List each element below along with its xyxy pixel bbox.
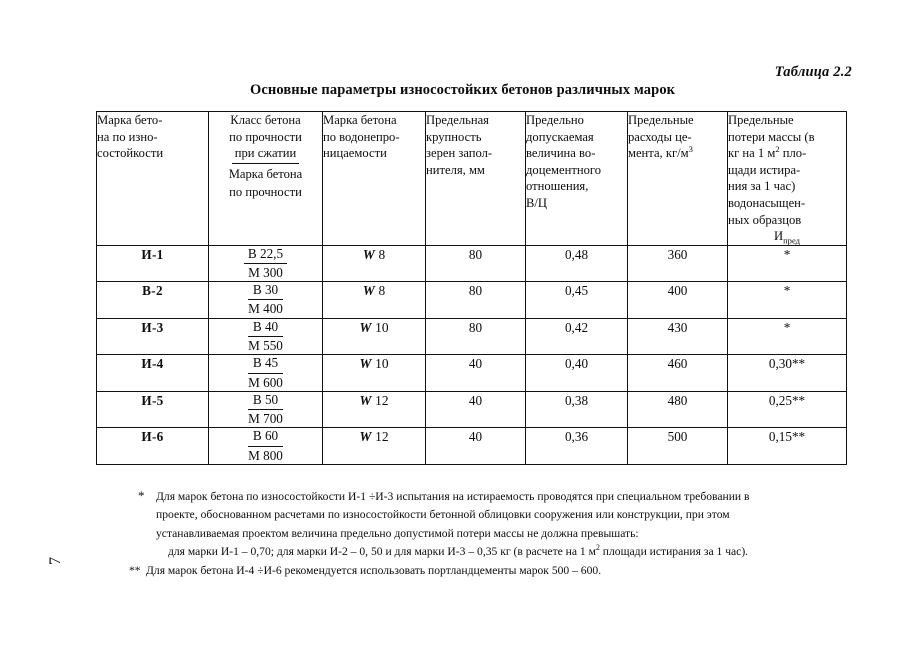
header-water-cement-ratio-line-2: допускаемая — [526, 129, 594, 144]
cell-water-resistance — [323, 391, 426, 428]
footnote-second-body — [146, 562, 898, 580]
header-wear-grade-line-3: состойкости — [97, 146, 164, 161]
header-cement-consumption-line-2: расходы це- — [628, 129, 692, 144]
cell-water-resistance — [323, 355, 426, 392]
table-row — [97, 318, 847, 355]
header-mass-loss-symbol: И — [774, 229, 784, 244]
header-strength-class-line-5: по прочности — [229, 185, 302, 200]
table-number-label: Таблица 2.2 — [774, 64, 852, 80]
footnote-first — [138, 488, 898, 561]
cell-water-resistance — [323, 428, 426, 465]
header-mass-loss-line-3 — [728, 145, 846, 162]
header-cement-consumption-text: мента, кг/м — [628, 146, 689, 161]
header-strength-class-line-1: Класс бетона — [230, 113, 301, 127]
strength-brand-value: М 600 — [248, 374, 283, 390]
cell-strength-class — [209, 428, 323, 465]
cell-water-cement-ratio: 0,48 — [526, 245, 628, 282]
header-mass-loss-superscript: 2 — [775, 144, 780, 155]
cell-water-resistance — [323, 318, 426, 355]
strength-fraction — [248, 319, 283, 354]
strength-class-value: В 60 — [248, 428, 283, 446]
cell-mass-loss: * — [728, 245, 847, 282]
footnote-first-marker: * — [138, 488, 145, 503]
cell-cement-consumption: 460 — [628, 355, 728, 392]
cell-mass-loss: * — [728, 282, 847, 319]
w-symbol: W — [359, 319, 372, 335]
w-symbol: W — [362, 246, 376, 262]
cell-wear-grade: И-6 — [97, 428, 209, 465]
cell-wear-grade: И-4 — [97, 355, 209, 392]
strength-class-value: В 30 — [248, 282, 283, 300]
cell-water-cement-ratio: 0,36 — [526, 428, 628, 465]
cell-aggregate-size: 80 — [426, 245, 526, 282]
footnote-second-marker: ** — [129, 564, 141, 578]
header-strength-class-underlined: при сжатии — [232, 145, 299, 164]
cell-wear-grade: В-2 — [97, 282, 209, 319]
header-water-resistance-line-3: ницаемости — [323, 146, 387, 161]
strength-fraction — [248, 392, 283, 427]
header-mass-loss-line-4: щади истира- — [728, 162, 801, 177]
cell-mass-loss: 0,15** — [728, 428, 847, 465]
footnote-first-line-2: проекте, обоснованном расчетами по износостойкости бетонной облицовки сооружения или конструкции, при этом — [156, 508, 730, 522]
table-row — [97, 355, 847, 392]
strength-fraction — [244, 246, 287, 281]
cell-wear-grade: И-5 — [97, 391, 209, 428]
w-symbol: W — [359, 356, 372, 372]
table-row — [97, 245, 847, 282]
header-aggregate-size-line-3: зерен запол- — [426, 146, 493, 161]
table-row — [97, 391, 847, 428]
cell-mass-loss: * — [728, 318, 847, 355]
cell-water-resistance — [323, 282, 426, 319]
strength-brand-value: М 400 — [248, 301, 283, 317]
header-water-cement-ratio-line-6: В/Ц — [526, 196, 547, 211]
concrete-parameters-table — [96, 111, 847, 465]
cell-mass-loss: 0,25** — [728, 391, 847, 428]
cell-cement-consumption: 480 — [628, 391, 728, 428]
strength-class-value: В 45 — [248, 355, 283, 373]
page-number: 7 — [47, 557, 64, 565]
header-aggregate-size-line-4: нителя, мм — [426, 162, 485, 177]
header-cement-consumption-superscript: 3 — [688, 144, 693, 155]
strength-brand-value: М 700 — [248, 411, 283, 427]
strength-brand-value: М 800 — [248, 447, 283, 463]
header-water-resistance-line-2: по водонепро- — [323, 129, 400, 144]
cell-wear-grade: И-3 — [97, 318, 209, 355]
strength-brand-value: М 300 — [248, 264, 283, 280]
strength-fraction — [248, 355, 283, 390]
table-body — [97, 245, 847, 464]
cell-strength-class — [209, 245, 323, 282]
strength-class-value: В 50 — [248, 392, 283, 410]
w-value: 8 — [378, 246, 386, 262]
header-mass-loss-line-2: потери массы (в — [728, 129, 815, 144]
w-symbol: W — [362, 283, 376, 299]
strength-class-value: В 22,5 — [244, 246, 287, 264]
strength-fraction — [248, 428, 283, 463]
table-row — [97, 428, 847, 465]
footnote-first-line-3: устанавливаемая проектом величина предельно допустимой потери массы не должна превышать: — [156, 526, 639, 540]
cell-cement-consumption: 360 — [628, 245, 728, 282]
strength-class-value: В 40 — [248, 319, 283, 337]
footnote-first-line-4-part-1: для марки И-1 – 0,70; для марки И-2 – 0, 50 и для марки И-3 – 0,35 кг (в расчете на 1 м — [168, 544, 596, 558]
header-wear-grade-line-1: Марка бето- — [97, 113, 163, 127]
cell-mass-loss: 0,30** — [728, 355, 847, 392]
header-mass-loss-line-5: ния за 1 час) — [728, 179, 796, 194]
cell-water-resistance — [323, 245, 426, 282]
w-value: 12 — [375, 429, 389, 445]
cell-strength-class — [209, 355, 323, 392]
header-water-resistance — [323, 112, 426, 246]
header-water-resistance-line-1: Марка бетона — [323, 113, 397, 127]
cell-cement-consumption: 500 — [628, 428, 728, 465]
w-value: 8 — [378, 283, 386, 299]
footnote-first-line-4-superscript: 2 — [595, 543, 600, 553]
header-strength-class-line-4: Марка бетона — [228, 166, 303, 181]
header-mass-loss-text-b: пло- — [779, 146, 807, 161]
header-mass-loss-symbol-line — [728, 228, 846, 245]
header-mass-loss — [728, 112, 847, 246]
cell-aggregate-size: 40 — [426, 428, 526, 465]
cell-cement-consumption: 430 — [628, 318, 728, 355]
cell-water-cement-ratio: 0,38 — [526, 391, 628, 428]
header-aggregate-size — [426, 112, 526, 246]
header-aggregate-size-line-2: крупность — [426, 129, 482, 144]
table-title: Основные параметры износостойких бетонов различных марок — [250, 82, 676, 98]
cell-cement-consumption: 400 — [628, 282, 728, 319]
header-water-cement-ratio-line-5: отношения, — [526, 179, 589, 194]
strength-brand-value: М 550 — [248, 338, 283, 353]
header-cement-consumption-line-3 — [628, 145, 727, 162]
footnote-second-text: Для марок бетона И-4 ÷И-6 рекомендуется использовать портландцементы марок 500 – 600. — [146, 564, 602, 578]
header-strength-class — [209, 112, 323, 246]
header-water-cement-ratio-line-4: доцементного — [526, 162, 602, 177]
cell-aggregate-size: 40 — [426, 355, 526, 392]
header-water-cement-ratio — [526, 112, 628, 246]
header-mass-loss-text-a: кг на 1 м — [728, 146, 776, 161]
header-wear-grade-line-2: на по изно- — [97, 129, 158, 144]
cell-water-cement-ratio: 0,40 — [526, 355, 628, 392]
cell-aggregate-size: 80 — [426, 318, 526, 355]
header-wear-grade — [97, 112, 209, 246]
strength-fraction — [248, 282, 283, 317]
table-row — [97, 282, 847, 319]
header-cement-consumption — [628, 112, 728, 246]
cell-wear-grade: И-1 — [97, 245, 209, 282]
w-value: 10 — [375, 356, 389, 372]
header-strength-class-line-2: по прочности — [229, 129, 302, 144]
table-header-row — [97, 112, 847, 246]
cell-water-cement-ratio: 0,42 — [526, 318, 628, 355]
cell-strength-class — [209, 318, 323, 355]
header-water-cement-ratio-line-3: величина во- — [526, 146, 596, 161]
footnote-first-line-4 — [156, 543, 898, 561]
header-mass-loss-line-7: ных образцов — [728, 212, 802, 227]
header-cement-consumption-line-1: Предельные — [628, 113, 694, 127]
header-mass-loss-symbol-subscript: пред — [783, 235, 800, 246]
header-water-cement-ratio-line-1: Предельно — [526, 113, 584, 127]
w-symbol: W — [359, 392, 372, 408]
cell-water-cement-ratio: 0,45 — [526, 282, 628, 319]
table-header-row-group — [97, 112, 847, 246]
footnote-first-body — [156, 488, 898, 561]
header-mass-loss-line-1: Предельные — [728, 113, 794, 127]
cell-strength-class — [209, 282, 323, 319]
footnote-second — [129, 562, 898, 580]
cell-strength-class — [209, 391, 323, 428]
footnote-first-line-4-part-2: площади истирания за 1 час). — [599, 544, 749, 558]
header-mass-loss-line-6: водонасыщен- — [728, 196, 806, 211]
footnote-first-line-1: Для марок бетона по износостойкости И-1 ÷И-3 испытания на истираемость проводятся при специальном требовании в — [156, 490, 750, 503]
footnotes — [129, 488, 898, 581]
w-symbol: W — [359, 429, 372, 445]
cell-aggregate-size: 80 — [426, 282, 526, 319]
w-value: 12 — [375, 392, 389, 408]
header-aggregate-size-line-1: Предельная — [426, 113, 489, 127]
cell-aggregate-size: 40 — [426, 391, 526, 428]
w-value: 10 — [375, 319, 389, 335]
